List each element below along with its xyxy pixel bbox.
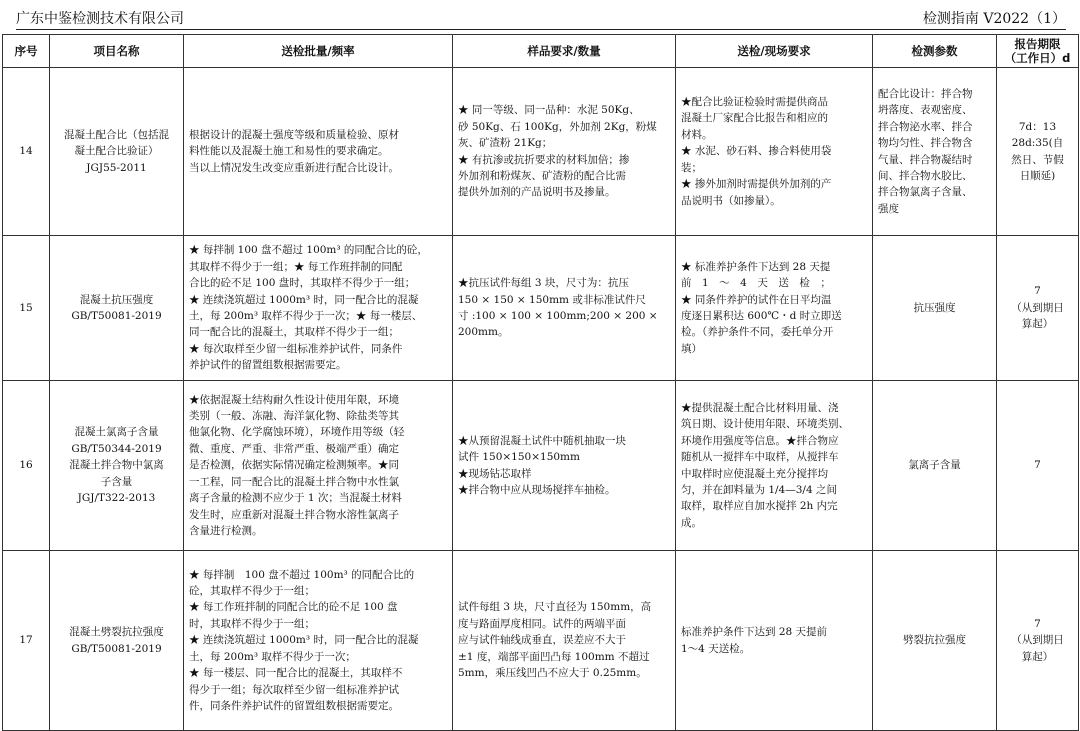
cell-batch-line: ★ 每拌制 100 盘不超过 100m³ 的同配合比的 bbox=[189, 568, 415, 581]
cell-period bbox=[997, 381, 1079, 551]
cell-sample-line: 应与试件轴线成垂直，误差应不大于 bbox=[458, 634, 626, 647]
cell-batch-line: 得少于一组；每次取样至少留一组标准养护试 bbox=[189, 683, 399, 696]
cell-inspection-line: 1～4 天送检。 bbox=[681, 642, 751, 655]
cell-sample-line: 度与路面厚度相同。试件的两端平面 bbox=[458, 617, 626, 630]
cell-params bbox=[873, 381, 997, 551]
cell-no: 14 bbox=[3, 68, 50, 236]
cell-batch-line: 其取样不得少于一组；★ 每工作班拌制的同配 bbox=[189, 260, 403, 273]
cell-batch-line: ★ 每一楼层、同一配合比的混凝土，其取样不 bbox=[189, 667, 403, 680]
cell-batch-line: ★ 每工作班拌制的同配合比的砼不足 100 盘 bbox=[189, 601, 398, 614]
cell-params-line: 配合比设计：拌合物 bbox=[878, 87, 973, 100]
cell-sample-line: ★ 有抗渗或抗折要求的材料加倍；掺 bbox=[458, 153, 630, 166]
cell-sample bbox=[453, 381, 676, 551]
guide-version: 检测指南 V2022（1） bbox=[922, 11, 1066, 27]
cell-inspection-line: 混凝土厂家配合比报告和相应的 bbox=[681, 112, 828, 125]
cell-batch-line: 料性能以及混凝土施工和易性的要求确定。 bbox=[189, 145, 389, 158]
cell-batch-line: 土，每 200m³ 取样不得少于一次；★ 每一楼层、 bbox=[189, 310, 423, 322]
cell-batch-line: 时，其取样不得少于一组； bbox=[189, 617, 315, 630]
cell-inspection bbox=[676, 68, 873, 236]
cell-inspection-line: 环境作用强度等信息。★拌合物应 bbox=[681, 434, 839, 447]
cell-sample-line: 灰、矿渣粉 21Kg； bbox=[458, 137, 553, 150]
cell-batch bbox=[184, 236, 453, 381]
cell-sample-line: ★现场钻芯取样 bbox=[458, 467, 532, 480]
cell-item bbox=[50, 381, 184, 551]
cell-period-line: 然日、节假 bbox=[1011, 153, 1064, 166]
cell-item bbox=[50, 551, 184, 731]
cell-item-line: 混凝土拌合物中氯离 bbox=[69, 459, 164, 472]
cell-inspection bbox=[676, 236, 873, 381]
cell-inspection-line: 前 1 ～ 4 天 送 检 ； bbox=[681, 277, 831, 290]
cell-item-line: 混凝土配合比（包括混 bbox=[64, 128, 169, 141]
col-header-inspection: 送检/现场要求 bbox=[676, 35, 873, 68]
table-row bbox=[3, 381, 1079, 551]
cell-batch-line: 类别（一般、冻融、海洋氯化物、除盐类等其 bbox=[189, 410, 399, 423]
cell-inspection-line: ★ 同条件养护的试件在日平均温 bbox=[681, 293, 832, 306]
cell-item-line: GB/T50081-2019 bbox=[71, 310, 162, 322]
cell-item-line: 凝土配合比验证） bbox=[74, 145, 159, 158]
cell-sample-line: ★拌合物中应从现场搅拌车抽检。 bbox=[458, 483, 616, 496]
cell-inspection-line: 成。 bbox=[681, 516, 702, 529]
cell-item bbox=[50, 236, 184, 381]
cell-batch-line: 件，同条件养护试件的留置组数根据需要定。 bbox=[189, 699, 399, 712]
cell-period-line: 日顺延) bbox=[1019, 169, 1056, 182]
cell-period-line: 7 bbox=[1034, 285, 1041, 298]
cell-inspection-line: ★提供混凝土配合比材料用量、浇 bbox=[681, 401, 839, 414]
cell-inspection-line: 品说明书（如掺量）。 bbox=[681, 194, 781, 207]
cell-inspection-line: 筑日期、设计使用年限、环境类别、 bbox=[681, 418, 849, 431]
cell-inspection-line: ★ 水泥、砂石料、掺合料使用袋 bbox=[681, 145, 832, 158]
cell-sample-line: 试件 150×150×150mm bbox=[458, 451, 580, 464]
col-header-no: 序号 bbox=[3, 35, 50, 68]
cell-inspection bbox=[676, 381, 873, 551]
col-header-period bbox=[997, 35, 1079, 68]
cell-inspection-line: 标准养护条件下达到 28 天提前 bbox=[681, 626, 828, 639]
cell-inspection-line: 度逐日累积达 600℃・d 时立即送 bbox=[681, 310, 842, 322]
cell-inspection-line: ★配合比验证检验时需提供商品 bbox=[681, 96, 828, 109]
table-row bbox=[3, 68, 1079, 236]
cell-batch bbox=[184, 381, 453, 551]
testing-guide-table bbox=[2, 34, 1079, 731]
cell-sample-line: ★从预留混凝土试件中随机抽取一块 bbox=[458, 434, 626, 447]
cell-params-line: 拌合物氯离子含量、 bbox=[878, 186, 973, 199]
cell-params-line: 强度 bbox=[878, 202, 899, 215]
cell-inspection-line: 取样，取样应自加水搅拌 2h 内完 bbox=[681, 500, 838, 513]
cell-inspection-line: 中取样时应使混凝土充分搅拌均 bbox=[681, 467, 828, 480]
cell-inspection-line: ★ 标准养护条件下达到 28 天提 bbox=[681, 260, 831, 273]
cell-period-line: 28d:35(自 bbox=[1011, 137, 1064, 150]
cell-params-line: 气量、拌合物凝结时 bbox=[878, 153, 973, 166]
cell-sample-line: 寸 :100 × 100 × 100mm;200 × 200 × bbox=[458, 310, 658, 322]
cell-item bbox=[50, 68, 184, 236]
cell-batch-line: 当以上情况发生改变应重新进行配合比设计。 bbox=[189, 161, 399, 174]
cell-item-line: 混凝土氯离子含量 bbox=[74, 426, 159, 439]
cell-sample-line: ★抗压试件每组 3 块，尺寸为：抗压 bbox=[458, 277, 629, 290]
col-header-item: 项目名称 bbox=[50, 35, 184, 68]
cell-period-line: 算起） bbox=[1021, 650, 1054, 663]
cell-inspection-line: 装； bbox=[681, 161, 702, 174]
cell-inspection-line: 材料。 bbox=[681, 128, 713, 141]
cell-inspection-line: 填） bbox=[681, 342, 702, 355]
cell-no: 17 bbox=[3, 551, 50, 731]
cell-sample-line: ★ 同一等级、同一品种：水泥 50Kg、 bbox=[458, 104, 640, 117]
cell-period bbox=[997, 551, 1079, 731]
table-row bbox=[3, 236, 1079, 381]
cell-batch-line: ★ 每拌制 100 盘不超过 100m³ 的同配合比的砼， bbox=[189, 244, 428, 257]
cell-sample-line: 试件每组 3 块，尺寸直径为 150mm，高 bbox=[458, 601, 652, 614]
cell-params-line: 拌合物泌水率、拌合 bbox=[878, 120, 973, 133]
cell-params bbox=[873, 236, 997, 381]
cell-period-line: 算起） bbox=[1021, 318, 1054, 331]
cell-batch-line: ★ 连续浇筑超过 1000m³ 时，同一配合比的混凝 bbox=[189, 293, 419, 306]
cell-period-line: （从到期日 bbox=[1011, 301, 1064, 314]
cell-params-line: 劈裂抗拉强度 bbox=[903, 634, 966, 647]
cell-batch-line: 离子含量的检测不应少于 1 次；当混凝土材料 bbox=[189, 492, 402, 505]
cell-inspection-line: 匀，并在卸料量为 1/4—3/4 之间 bbox=[681, 483, 837, 496]
cell-period bbox=[997, 68, 1079, 236]
table-header-row bbox=[3, 35, 1079, 68]
cell-inspection-line: ★ 掺外加剂时需提供外加剂的产 bbox=[681, 178, 832, 191]
cell-batch-line: 微、重度、严重、非常严重、极端严重）确定 bbox=[189, 442, 399, 455]
cell-item-line: GB/T50344-2019 bbox=[71, 442, 162, 455]
cell-sample bbox=[453, 236, 676, 381]
cell-params-line: 氯离子含量 bbox=[908, 459, 961, 472]
col-header-params: 检测参数 bbox=[873, 35, 997, 68]
cell-inspection-line: 随机从一搅拌车中取样，从搅拌车 bbox=[681, 451, 839, 464]
cell-batch-line: 养护试件的留置组数根据需要定。 bbox=[189, 359, 347, 372]
cell-inspection-line: 检。（养护条件不同，委托单分开 bbox=[681, 326, 834, 339]
cell-inspection bbox=[676, 551, 873, 731]
cell-sample-line: 砂 50Kg、石 100Kg，外加剂 2Kg，粉煤 bbox=[458, 120, 657, 133]
cell-item-line: JGJ/T322-2013 bbox=[77, 492, 156, 505]
cell-batch-line: 含量进行检测。 bbox=[189, 524, 263, 537]
cell-no: 15 bbox=[3, 236, 50, 381]
cell-params bbox=[873, 551, 997, 731]
cell-sample-line: ±1 度，端部平面凹凸每 100mm 不超过 bbox=[458, 650, 650, 663]
cell-batch-line: 根据设计的混凝土强度等级和质量检验、原材 bbox=[189, 128, 399, 141]
cell-batch-line: ★ 每次取样至少留一组标准养护试件，同条件 bbox=[189, 342, 403, 355]
cell-period-line: （从到期日 bbox=[1011, 634, 1064, 647]
cell-batch-line: 同一配合比的混凝土，其取样不得少于一组； bbox=[189, 326, 399, 339]
cell-batch-line: ★依据混凝土结构耐久性设计使用年限，环境 bbox=[189, 393, 399, 406]
company-name: 广东中鉴检测技术有限公司 bbox=[16, 11, 184, 27]
cell-sample bbox=[453, 68, 676, 236]
cell-batch-line: 一工程，同一配合比的混凝土拌合物中水性氯 bbox=[189, 475, 399, 488]
cell-period bbox=[997, 236, 1079, 381]
cell-params-line: 物均匀性、拌合物含 bbox=[878, 137, 973, 150]
cell-period-line: 7 bbox=[1034, 459, 1041, 472]
cell-params-line: 坍落度、表观密度、 bbox=[878, 104, 973, 117]
cell-item-line: 混凝土劈裂抗拉强度 bbox=[69, 626, 164, 639]
cell-batch-line: 土，每 200m³ 取样不得少于一次； bbox=[189, 650, 356, 663]
cell-batch-line: 砼，其取样不得少于一组； bbox=[189, 585, 315, 598]
cell-item-line: GB/T50081-2019 bbox=[71, 642, 162, 655]
cell-sample-line: 5mm，乘压线凹凸不应大于 0.25mm。 bbox=[458, 667, 647, 680]
cell-sample bbox=[453, 551, 676, 731]
cell-batch-line: 发生时，应重新对混凝土拌合物水溶性氯离子 bbox=[189, 508, 399, 521]
cell-sample-line: 200mm。 bbox=[458, 326, 509, 339]
cell-params-line: 间、拌合物水胶比、 bbox=[878, 169, 973, 182]
col-header-batch: 送检批量/频率 bbox=[184, 35, 453, 68]
page-header bbox=[16, 10, 1066, 30]
col-header-period-line1: 报告期限 bbox=[1014, 37, 1061, 51]
table-row bbox=[3, 551, 1079, 731]
col-header-period-line2: （工作日）d bbox=[1004, 51, 1071, 65]
cell-item-line: JGJ55-2011 bbox=[86, 161, 147, 174]
cell-batch bbox=[184, 68, 453, 236]
cell-sample-line: 150 × 150 × 150mm 或非标准试件尺 bbox=[458, 293, 646, 306]
cell-params-line: 抗压强度 bbox=[913, 301, 956, 314]
cell-period-line: 7 bbox=[1034, 617, 1041, 630]
cell-period-line: 7d：13 bbox=[1018, 120, 1057, 133]
cell-batch-line: 他氯化物、化学腐蚀环境），环境作用等级（轻 bbox=[189, 426, 405, 439]
col-header-sample: 样品要求/数量 bbox=[453, 35, 676, 68]
cell-batch-line: ★ 连续浇筑超过 1000m³ 时，同一配合比的混凝 bbox=[189, 634, 419, 647]
cell-batch-line: 合比的砼不足 100 盘时，其取样不得少于一组； bbox=[189, 277, 416, 290]
cell-item-line: 混凝土抗压强度 bbox=[79, 293, 154, 306]
cell-batch-line: 是否检测，依据实际情况确定检测频率。★同 bbox=[189, 459, 399, 472]
cell-sample-line: 外加剂和粉煤灰、矿渣粉的配合比需 bbox=[458, 169, 626, 182]
cell-params bbox=[873, 68, 997, 236]
cell-no: 16 bbox=[3, 381, 50, 551]
cell-sample-line: 提供外加剂的产品说明书及掺量。 bbox=[458, 186, 616, 199]
cell-batch bbox=[184, 551, 453, 731]
cell-item-line: 子含量 bbox=[100, 475, 133, 488]
